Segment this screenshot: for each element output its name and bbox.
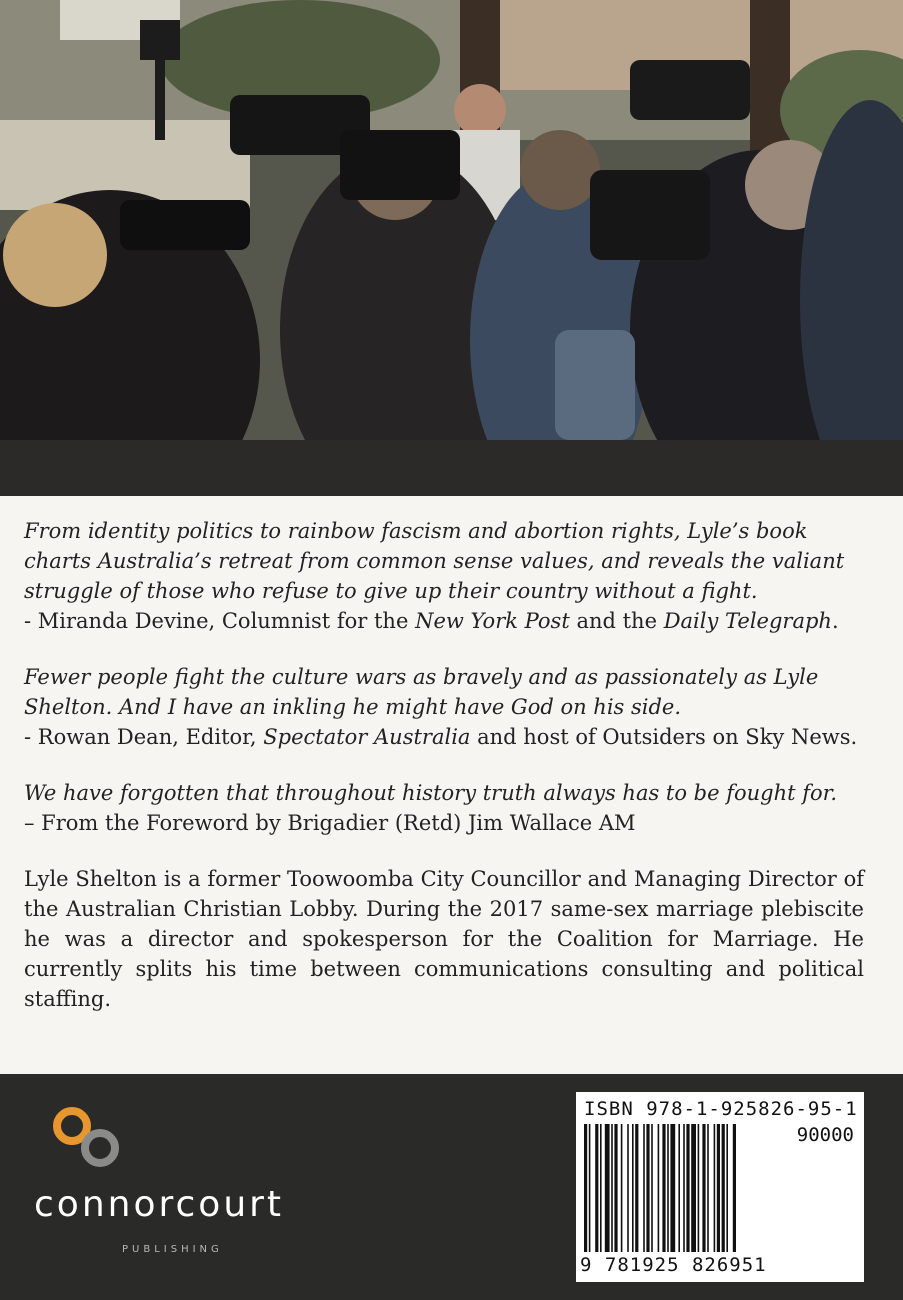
isbn-barcode [576, 1092, 864, 1282]
attribution-prefix: - Miranda Devine, Columnist for the [24, 609, 416, 633]
barcode-bar [584, 1124, 587, 1252]
barcode-bar [662, 1124, 665, 1252]
quote-text: From identity politics to rainbow fascism and abortion rights, Lyle’s book charts Australia’s retreat from common sense values, and reveals the valiant struggle of those who refuse to give up their country without a fight. [24, 519, 845, 603]
publication-name: Daily Telegraph [663, 609, 832, 633]
quote-foreword [24, 778, 864, 838]
barcode-bar [635, 1124, 638, 1252]
barcode-bar [621, 1124, 623, 1252]
barcode-bar [658, 1124, 660, 1252]
quote-text: Fewer people fight the culture wars as bravely and as passionately as Lyle Shelton. And I have an inkling he might have God on his side. [24, 665, 819, 719]
attribution-suffix: and host of Outsiders on Sky News. [470, 725, 858, 749]
author-bio: Lyle Shelton is a former Toowoomba City Councillor and Managing Director of the Australian Christian Lobby. During the 2017 same-sex marriage plebiscite he was a director and spokesperson for the Coalition for Marriage. He currently splits his time between communications consulting and political staffing. [24, 867, 864, 1011]
quote-attribution [24, 606, 864, 636]
publisher-tagline: PUBLISHING [122, 1244, 223, 1255]
publication-name: Spectator Australia [263, 725, 471, 749]
barcode-bar [670, 1124, 675, 1252]
barcode-bar [632, 1124, 634, 1252]
barcode-bar [707, 1124, 709, 1252]
publisher-footer [0, 1074, 903, 1300]
barcode-bar [614, 1124, 617, 1252]
barcode-bar [691, 1124, 696, 1252]
press-scrum-photo-icon [0, 0, 903, 496]
barcode-bar [722, 1124, 725, 1252]
quote-miranda-devine [24, 516, 864, 636]
barcode-bar [683, 1124, 685, 1252]
quote-attribution: – From the Foreword by Brigadier (Retd) Jim Wallace AM [24, 811, 636, 835]
quote-attribution [24, 722, 864, 752]
barcode-bar [595, 1124, 598, 1252]
barcode-bar [643, 1124, 645, 1252]
attribution-suffix: . [831, 609, 839, 633]
quote-rowan-dean [24, 662, 864, 752]
attribution-prefix: - Rowan Dean, Editor, [24, 725, 264, 749]
barcode-bar [717, 1124, 720, 1252]
barcode-number: 9 781925 826951 [580, 1254, 767, 1276]
attribution-mid: and the [569, 609, 664, 633]
barcode-bar [702, 1124, 705, 1252]
barcode-bar [600, 1124, 602, 1252]
isbn-label: ISBN 978-1-925826-95-1 [584, 1098, 858, 1120]
barcode-bar [678, 1124, 680, 1252]
barcode-bar [726, 1124, 728, 1252]
barcode-bar [627, 1124, 629, 1252]
barcode-bar [605, 1124, 610, 1252]
barcode-bar [698, 1124, 700, 1252]
publication-name: New York Post [415, 609, 570, 633]
publisher-logo [34, 1102, 314, 1282]
publisher-name [34, 1184, 284, 1225]
barcode-bar [667, 1124, 669, 1252]
barcode-bar [589, 1124, 591, 1252]
barcode-bars-icon [584, 1124, 784, 1254]
back-cover-text [24, 516, 864, 1014]
publisher-name-part1: connor [34, 1184, 176, 1225]
barcode-addon: 90000 [796, 1124, 854, 1146]
barcode-bar [714, 1124, 716, 1252]
barcode-bar [646, 1124, 649, 1252]
cover-photo [0, 0, 903, 496]
connor-court-logo-icon [34, 1102, 144, 1182]
barcode-bar [733, 1124, 736, 1252]
barcode-bar [651, 1124, 653, 1252]
barcode-bar [686, 1124, 689, 1252]
quote-text: We have forgotten that throughout history truth always has to be fought for. [24, 781, 838, 805]
barcode-bar [611, 1124, 613, 1252]
publisher-name-part2: court [175, 1184, 285, 1225]
